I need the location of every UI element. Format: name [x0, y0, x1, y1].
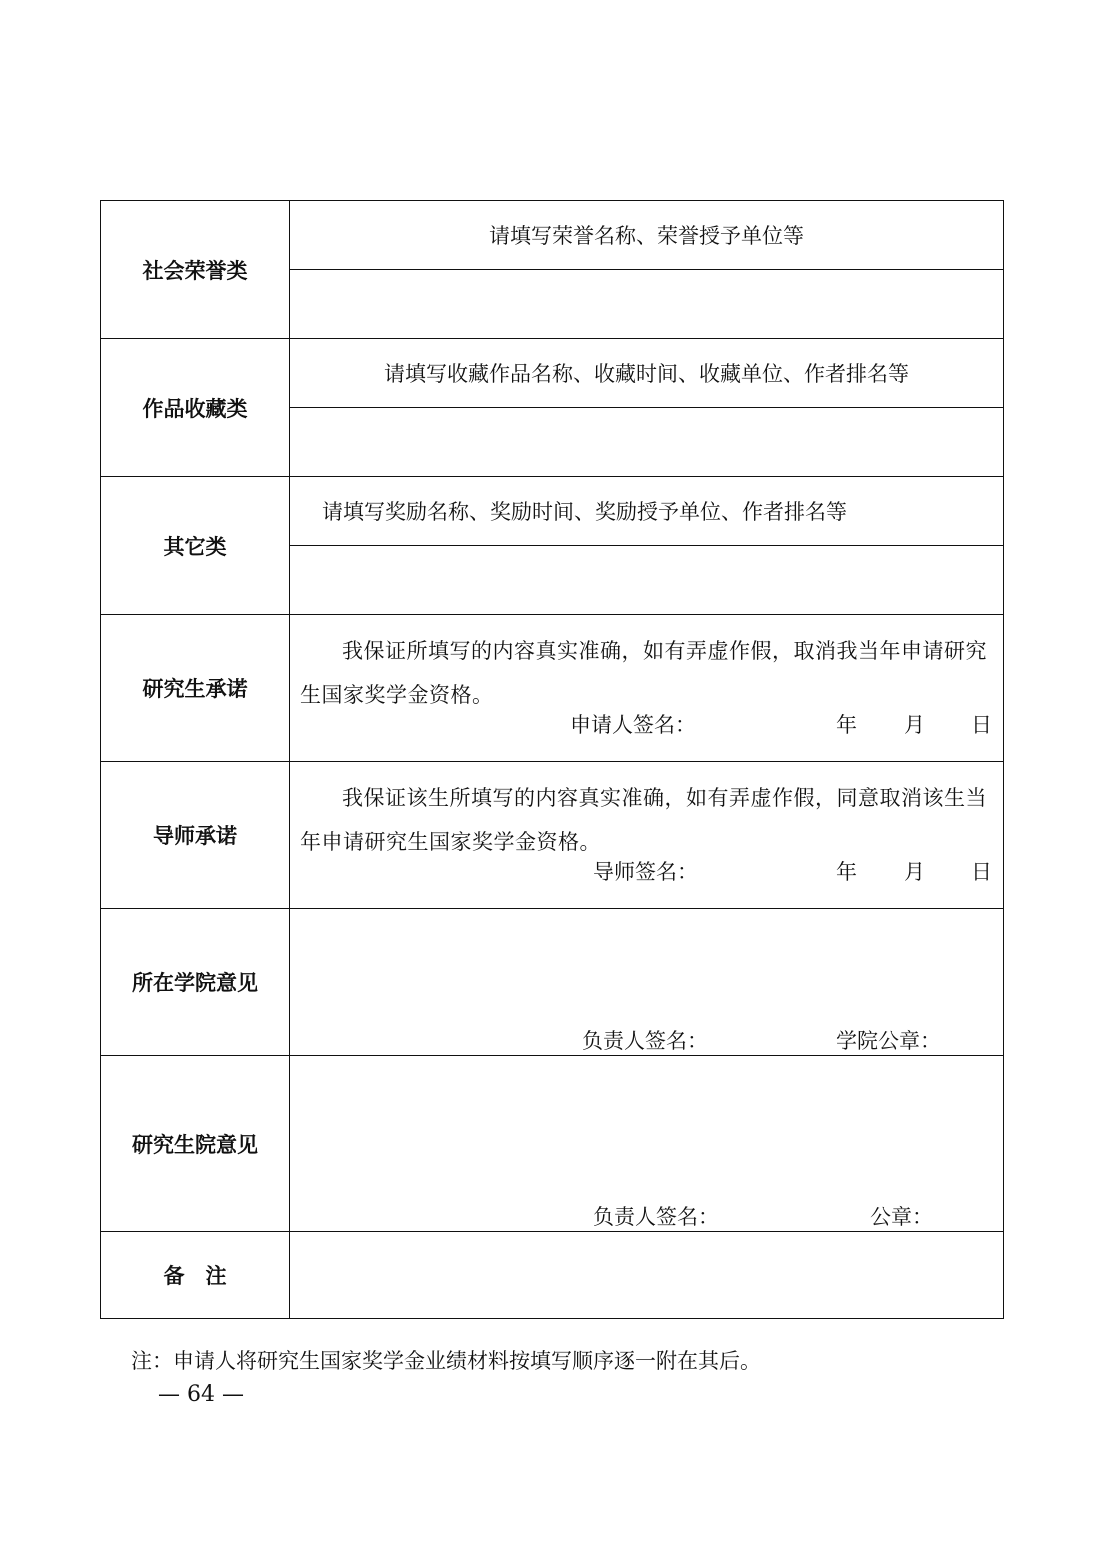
hint-collection: 请填写收藏作品名称、收藏时间、收藏单位、作者排名等	[290, 339, 1004, 408]
row-college-opinion	[101, 909, 1004, 1056]
student-sign-label[interactable]: 申请人签名：	[570, 713, 696, 737]
field-social-honor[interactable]	[290, 270, 1004, 339]
label-student-pledge: 研究生承诺	[101, 615, 290, 762]
grad-school-sign-label: 负责人签名：	[593, 1205, 719, 1229]
grad-school-seal-label: 公章：	[870, 1205, 933, 1229]
footnote: 注：申请人将研究生国家奖学金业绩材料按填写顺序逐一附在其后。	[131, 1349, 761, 1373]
advisor-pledge-cell	[290, 762, 1004, 909]
row-remark	[101, 1232, 1004, 1319]
student-month-label: 月	[904, 713, 925, 737]
advisor-pledge-text: 我保证该生所填写的内容真实准确，如有弄虚作假，同意取消该生当年申请研究生国家奖学金资格。	[300, 786, 987, 854]
label-collection: 作品收藏类	[101, 339, 290, 477]
student-pledge-cell	[290, 615, 1004, 762]
label-other: 其它类	[101, 477, 290, 615]
hint-social-honor: 请填写荣誉名称、荣誉授予单位等	[290, 201, 1004, 270]
student-pledge-text: 我保证所填写的内容真实准确，如有弄虚作假，取消我当年申请研究生国家奖学金资格。	[300, 639, 987, 707]
row-advisor-pledge	[101, 762, 1004, 909]
student-signature-line	[290, 709, 1003, 749]
advisor-month-label: 月	[904, 860, 925, 884]
student-year-label: 年	[836, 713, 857, 737]
application-form-table	[100, 200, 1004, 1319]
college-seal-label: 学院公章：	[836, 1029, 941, 1053]
field-other[interactable]	[290, 546, 1004, 615]
college-sign-label: 负责人签名：	[582, 1029, 708, 1053]
label-grad-school-opinion: 研究生院意见	[101, 1056, 290, 1232]
label-social-honor: 社会荣誉类	[101, 201, 290, 339]
advisor-day-label: 日	[971, 860, 992, 884]
page-number: — 64 —	[158, 1382, 244, 1407]
row-student-pledge	[101, 615, 1004, 762]
row-grad-school-opinion	[101, 1056, 1004, 1232]
label-advisor-pledge: 导师承诺	[101, 762, 290, 909]
row-social-honor	[101, 201, 1004, 270]
row-collection	[101, 339, 1004, 408]
student-day-label: 日	[971, 713, 992, 737]
college-opinion-cell[interactable]	[290, 909, 1004, 1056]
field-collection[interactable]	[290, 408, 1004, 477]
hint-other: 请填写奖励名称、奖励时间、奖励授予单位、作者排名等	[290, 477, 1004, 546]
label-remark: 备 注	[101, 1232, 290, 1319]
row-other	[101, 477, 1004, 546]
advisor-signature-line	[290, 856, 1003, 896]
advisor-sign-label[interactable]: 导师签名：	[593, 860, 698, 884]
advisor-year-label: 年	[836, 860, 857, 884]
label-college-opinion: 所在学院意见	[101, 909, 290, 1056]
grad-school-opinion-cell[interactable]	[290, 1056, 1004, 1232]
field-remark[interactable]	[290, 1232, 1004, 1319]
